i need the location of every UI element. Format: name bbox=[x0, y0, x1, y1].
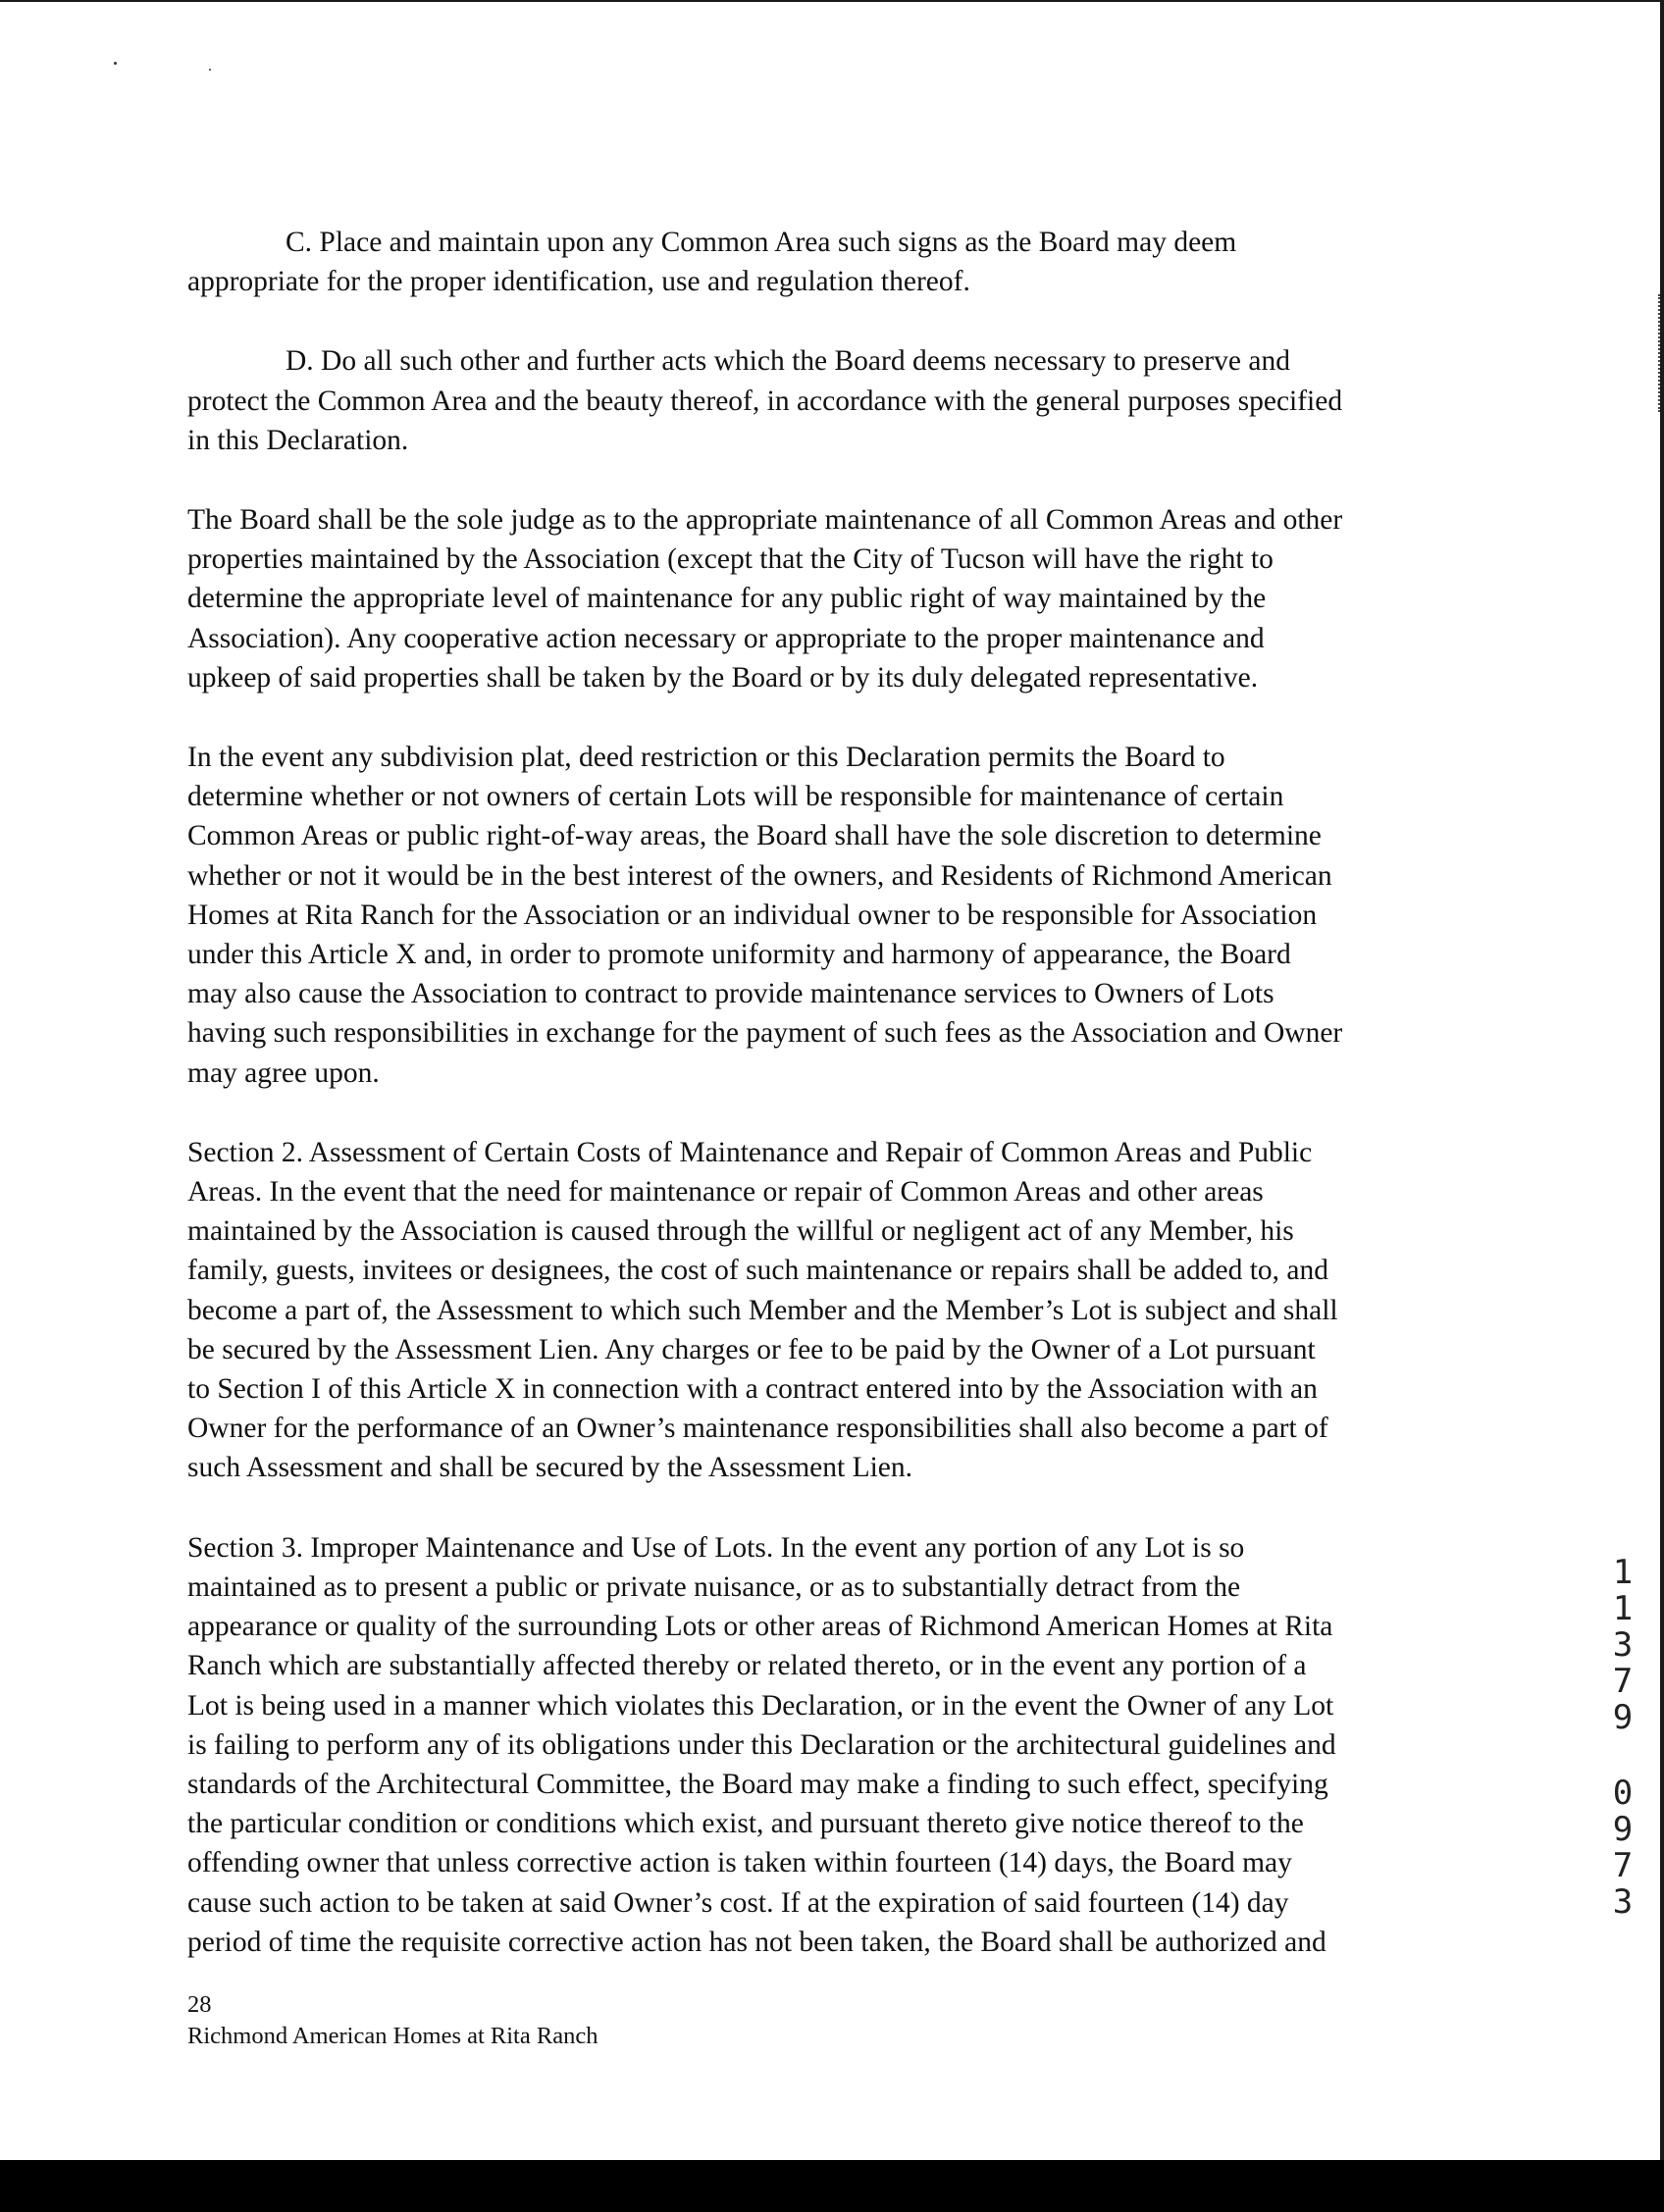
scan-speck bbox=[209, 69, 211, 71]
page-footer bbox=[187, 1989, 598, 2052]
footer-title: Richmond American Homes at Rita Ranch bbox=[187, 2023, 598, 2049]
document-body bbox=[187, 223, 1502, 2002]
scan-edge-top bbox=[0, 0, 1664, 2]
recording-stamp bbox=[1599, 1555, 1646, 1921]
recording-stamp-second bbox=[1599, 1775, 1646, 1921]
stamp-digit: 3 bbox=[1612, 1882, 1634, 1922]
stamp-digit: 9 bbox=[1612, 1698, 1634, 1737]
stamp-digit: 0 bbox=[1612, 1774, 1634, 1813]
scan-speck bbox=[114, 62, 117, 65]
scan-edge-bottom bbox=[0, 2160, 1664, 2212]
page-number: 28 bbox=[187, 1991, 212, 2018]
stamp-digit: 1 bbox=[1612, 1589, 1634, 1628]
stamp-digit: 7 bbox=[1612, 1846, 1634, 1885]
paragraph-subdivision-plat: In the event any subdivision plat, deed restriction or this Declaration permits the Board to determine whether or not owners of certain Lots will be responsible for maintenance of certain Common Areas or public right-of-way areas, the Board shall have the sole discretion to determine whether or not it would be in the best interest of the owners, and Residents of Richmond American Homes at Rita Ranch for the Association or an individual owner to be responsible for Association under this Article X and, in order to promote uniformity and harmony of appearance, the Board may also cause the Association to contract to provide maintenance services to Owners of Lots having such responsibilities in exchange for the payment of such fees as the Association and Owner may agree upon. bbox=[187, 742, 1343, 1089]
paragraph-c: C. Place and maintain upon any Common Area such signs as the Board may deem appropriate for the proper identification, use and regulation thereof. bbox=[187, 227, 1237, 298]
paragraph-section-3: Section 3. Improper Maintenance and Use of Lots. In the event any portion of any Lot is so maintained as to present a public or private nuisance, or as to substantially detract from the appearance or quality of the surrounding Lots or other areas of Richmond American Homes at Rita Ranch which are substantially affected thereby or related thereto, or in the event any portion of a Lot is being used in a manner which violates this Declaration, or in the event the Owner of any Lot is failing to perform any of its obligations under this Declaration or the architectural guidelines and standards of the Architectural Committee, the Board may make a finding to such effect, specifying the particular condition or conditions which exist, and pursuant thereto give notice thereof to the offending owner that unless corrective action is taken within fourteen (14) days, the Board may cause such action to be taken at said Owner’s cost. If at the expiration of said fourteen (14) day period of time the requisite corrective action has not been taken, the Board shall be authorized and bbox=[187, 1531, 1336, 1958]
stamp-digit: 1 bbox=[1612, 1553, 1634, 1592]
paragraph-d: D. Do all such other and further acts which the Board deems necessary to preserve and protect the Common Area and the beauty thereof, in accordance with the general purposes specified in this Declaration. bbox=[187, 345, 1343, 456]
recording-stamp-first bbox=[1599, 1555, 1646, 1736]
stamp-digit: 7 bbox=[1612, 1662, 1634, 1701]
paragraph-section-2: Section 2. Assessment of Certain Costs of Maintenance and Repair of Common Areas and Public Areas. In the event that the need for maintenance or repair of Common Areas and other areas maintained by the Association is caused through the willful or negligent act of any Member, his family, guests, invitees or designees, the cost of such maintenance or repairs shall be added to, and become a part of, the Assessment to which such Member and the Member’s Lot is subject and shall be secured by the Assessment Lien. Any charges or fee to be paid by the Owner of a Lot pursuant to Section I of this Article X in connection with a contract entered into by the Association with an Owner for the performance of an Owner’s maintenance responsibilities shall also become a part of such Assessment and shall be secured by the Assessment Lien. bbox=[187, 1136, 1338, 1484]
scan-edge-marks bbox=[1658, 294, 1662, 412]
stamp-digit: 9 bbox=[1612, 1810, 1634, 1849]
stamp-digit: 3 bbox=[1612, 1625, 1634, 1665]
paragraph-board-judge: The Board shall be the sole judge as to the appropriate maintenance of all Common Areas and other properties maintained by the Association (except that the City of Tucson will have the right to determine the appropriate level of maintenance for any public right of way maintained by the Association). Any cooperative action necessary or appropriate to the proper maintenance and upkeep of said properties shall be taken by the Board or by its duly delegated representative. bbox=[187, 504, 1343, 694]
